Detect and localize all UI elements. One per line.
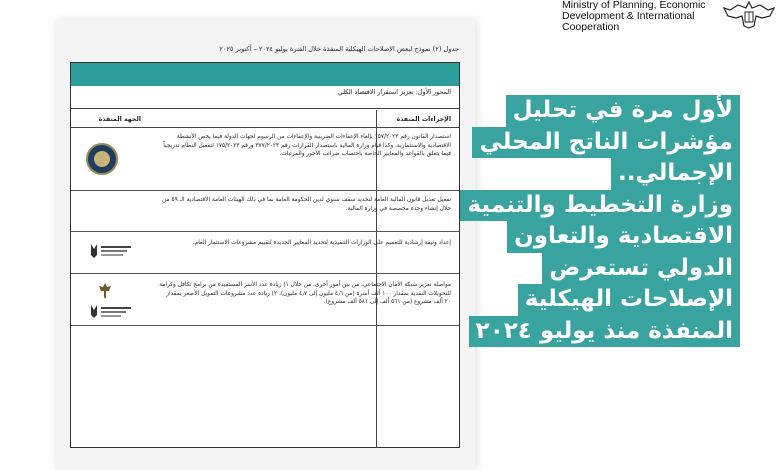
ministry-of-finance-seal-icon [86, 143, 118, 175]
ministry-of-planning-logo-icon [85, 241, 135, 263]
table-row-3-text: إعداد وثيقة إرشادية للتعميم على الوزارات التنفيذية لتحديد المعايير الجديدة لتقييم مشروعات الاستثمار العام. [192, 240, 451, 246]
table-header-bar [71, 63, 459, 86]
headline [420, 95, 740, 347]
ministry-of-social-solidarity-logo-icon [86, 303, 136, 325]
column-header-procedures: الإجراءات المنفذة [396, 116, 451, 123]
reforms-table [70, 62, 460, 448]
document-page [55, 20, 475, 470]
headline-line-8: المنفذة منذ يوليو ٢٠٢٤ [469, 316, 740, 348]
column-header-entity: الجهة المنفذة [98, 116, 141, 123]
ministry-name [562, 0, 712, 33]
divider [71, 108, 459, 109]
table-row-2-text: تفعيل تعديل قانون المالية العامة لتحديد سقف سنوي لدين الحكومة العامة بما في ذلك الهيئات العامة الاقتصادية الـ ٥٩ من خلال إنشاء وحدة مخصصة في وزارة المالية. [162, 197, 451, 212]
headline-line-5: الاقتصادية والتعاون [507, 221, 740, 253]
axis-label: المحور الأول: تعزيز استقرار الاقتصاد الكلي [337, 88, 451, 96]
divider [71, 127, 459, 128]
row-divider [71, 231, 459, 232]
row-divider [71, 325, 459, 326]
headline-line-6: الدولي تستعرض [542, 253, 740, 285]
headline-line-7: الإصلاحات الهيكلية [518, 284, 740, 316]
row-divider [71, 190, 459, 191]
headline-line-3: الإجمالي.. [611, 158, 740, 190]
row-divider [71, 273, 459, 274]
column-divider [376, 110, 377, 447]
headline-line-1: لأول مرة في تحليل [506, 95, 740, 127]
table-caption: جدول (٢) نموذج لبعض الإصلاحات الهيكلية المنفذة خلال الفترة يوليو ٢٠٢٤ – أكتوبر ٢٠٢٥ [219, 45, 459, 53]
headline-line-4: وزارة التخطيط والتنمية [460, 190, 740, 222]
eagle-icon [99, 283, 111, 299]
ministry-line-3: Cooperation [562, 21, 620, 33]
table-row-1-text: استصدار القانون رقم ١٥٧/٢٠٢٣ بإلغاء الإعفاءات الضريبية والإعفاءات من الرسوم لجهات الدولة فيما يخص الأنشطة الاقتصادية والاستثمارية، وكذا قيام وزارة المالية باستصدار القرارات رقم ٣٧٧/٢٠٢٣ ورقم ١٧٥/٢٠٢٣ لتفعيل النظام تدريجياً فيما يتعلق بالقواعد والمعايير الخاصة باحتساب ضرائب الأجور والمرتبات. [163, 134, 451, 158]
table-row-4-text: مواصلة تعزيز شبكة الأمان الاجتماعي، من بين أمور أخرى، من خلال ١) زيادة عدد الأسر المستفيدة من برامج تكافل وكرامة للتحويلات النقدية بمقدار ١٠٠ ألف أسرة (من ٤٫٦ مليون إلى ٤٫٧ مليون)، ٢) زيادة عدد مشروعات التمويل الأصغر بمقدار ٢٠ ألف مشروع (من ٥٦١ ألف إلى ٥٨١ ألف مشروع). [159, 282, 451, 306]
ministry-line-2: Development & International [562, 10, 695, 22]
headline-line-2: مؤشرات الناتج المحلي [472, 127, 740, 159]
ministry-line-1: Ministry of Planning, Economic [562, 0, 706, 11]
eagle-emblem-icon [722, 0, 776, 30]
